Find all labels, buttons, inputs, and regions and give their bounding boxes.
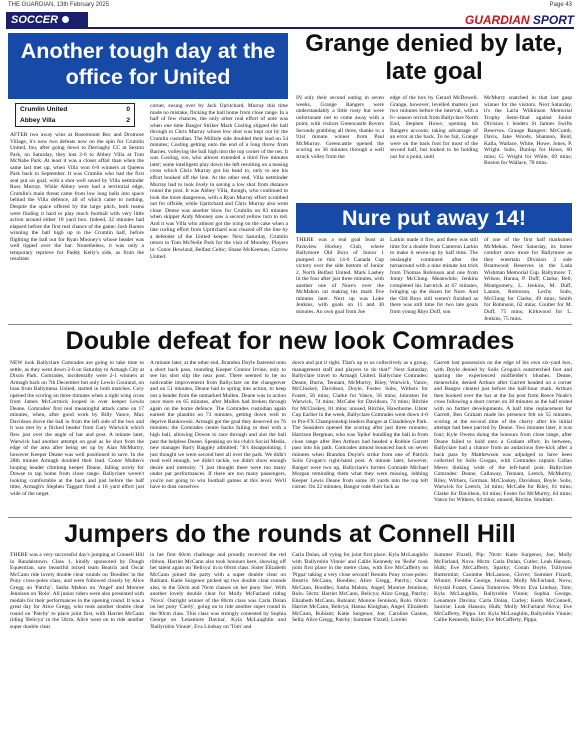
story5-column-4: Summer Fizzell, Pip. 70cm: Katie Surgenor, Joe; Molly McFarland, Nova. 80cm: Carla Dolan, Cutler; Leah Hanson, Hulk; Eve McCafferty, Sparky; Conan Boyle, Tullyrose Buttermint; Caoimhe McLannon, Clover; Summer Fizzell, Winnie; Freddie George, Jenson; Molly McFarland, Nova; Krystal Frazer, Cassia Tomorrow. 90cm: Eva Lindsay, Tom; Kyla McLaughlin, Ballyrobin Vinnie; Sophia George, Lenamore Davina; Carla Dolan, Curley; Keith McConnell, Saoirse; Leah Hanson, Hulk; Molly McFarland Nova; Eve McCafferty, Pippa. 1m: Kyla McLaughlin, Ballyrobin Vinnie; Callie Kennedy, Rolie; Eve McCafferty, Pippa.	[434, 552, 572, 624]
story5-column-1: THERE was a very successful day's jumping at Connell Hill in Randalstown. Class 1, kindly sponsored by Dough Equestrian, saw beautiful mixed team Beatrix and Oscar McCann ride lovely double clear rounds on 'Boodles' in the Pony cross-poles class, and were followed closely by Alice Gregg on 'Patchy'. Sasha Mahon on 'Angel' and Monroe Jennison on 'Rolo'. All junior riders were also presented with medals for their performances in the opening round. It was a great day for Alice Gregg, who took another double clear round on 'Patchy' to place joint first, with Harriet McCann riding 'Belicya' in the 50cm. Alice went on to ride another super double clear	[10, 552, 144, 631]
section-tab	[6, 12, 88, 29]
story4-column-4: Garrett lost possession on the edge of his own six-yard box, with Doyle denied by Solis Grogan's outstretched foot and sparing the experienced midfielder's blushes. Deane, meanwhile, denied Arthurs after Garrett headed on a corner and Bangor cleared just before the half-hour mark. Arthurs then hooked over the bar at the far post from Reece Neale's cross following a short corner on 38 minutes as the half ended with no further developments. A half time replacement for Garrett, Ben Graham made his presence felt on 55 minutes, scoring at the second time of the cherry after his initial attempt had been parried by Deane. Two minutes later, it was four; Kyle Owens doing the honours from close range, after Deane failed to hold onto a Graham effort. In between, Ballyclare had a chance from an audacious free-kick after a back pass by Matthewson was adjudged to have been collected by Solis Grogan, with Comrades captain Callan Meers dinking wide of the left-hand post. Ballyclare Comrades: Deane, Callaway, Tennant, Leetch, McMurtry, Riley, Withers, Gorman, McCloskey, Davidson, Boyle. Subs, Warwick for Leetch, 34 mins; McCabe for Riley, 61 mins; Clarke for Davidson, 64 mins; Foster for McMurtry, 64 mins; Vance for Withers, 64 mins; unused, Ritchie, Stoddart.	[434, 360, 572, 504]
page-number: Page 43	[549, 2, 572, 8]
brand-sport: SPORT	[532, 13, 574, 27]
story2-column-1: IN only their second outing in seven weeks, Grange Rangers were understandably a little rusty but were unfortunate not to come away with a point, with visitors Greencastle Rovers Seconds grabbing all three, thanks to a 91st minute winner from Paul McMurray. Greencastle opened the scoring on 36 minutes through a well struck volley from the	[296, 95, 384, 160]
story4-column-2: A minute later, at the other end, Brandon Doyle fastened onto a short back pass, rounding Keeper Connor Irvine, only to see his shot slip the near post. There seemed to be no noticeable improvement from Ballyclare on the changeover and on 51 minutes, Deane had to spring into action, to keep out a header from the unmarked Mullen. Deane was in action once more on 65 minutes, after Mullen had broken through again on the home defence. The Comrades custodian again earned the plaudits on 73 minutes, getting down well to deprive Rankowski. Armagh got the goal they deserved on 76 minutes; the Comrades centre backs failing to deal with a high ball, allowing Dowse to race through and slot the ball past the helpless Deane. Speaking on his club's Social Media, new manager Barry Baggley admitted: "It's disappointing. I just thought we were second best all over the park. We didn't read well enough, we didn't tackle, we didn't show enough desire and intensity. "I just thought there were too many under par performances. If there are too many passengers, you're not going to win football games at this level. We'll have to dust ourselves	[150, 360, 286, 491]
story2-headline: Grange denied by late, late goal	[305, 30, 563, 85]
story4-column-1: NEW look Ballyclare Comrades are going to take time to settle, as they went down 2-0 on Saturday to Armagh City at Dixon Park. Comrades, incidentally were 2-1 winners at Armagh back on 7th December but only Lewin Gourand, on loan from Ballymena United, started in both matches. Cory opened the scoring on three minutes when a right wing cross from James McCormick looped in over keeper Lewin Deane. Comrades' first real meaningful attack came on 17 minutes, when, after good work by Billy Vance, Max Davidson drove the ball in from the left side of the box and it was met by a flicked header from Gary Warwick which flew just over the angle of bar and post. A minute later, Warwick had another attempt on goal as he shot from the edge of the area after being set up by Alan McMurtry, however Keeper Deane was well positioned to save. In the 28th minute Armagh doubled their lead. Conor Mullen's looping header climbing keeper Deane, falling nicely for Dowse to tap home from close range. Ballyclare weren't looking comfortable at the back and just before the half time, Armagh's Stephen Taggart fired a 16 yard effort just wide of the target.	[10, 360, 144, 497]
story1-column-2: corner, swung over by Jack Upritchard, Murray this time made no mistake, flicking the ball home from close range. In a half of few chances, the only other real effort of note was when one time Bangor Striker Mark Cosling slipped the ball through to Chris Murray whose low shot was kept out by the Crumlin custodian. The Millisle side doubled their lead on 54 minutes; Cosling getting onto the end of a long throw from Barnes, volleying the ball high into the top corner of the net. It was Cosling, too, who almost extended a third five minutes later; some intelligent play down the left resulting on a teasing cross which Chris Murray got his head to, only to see his effort hooked off the line. At the other end, Villa netminder Murray had to look lively in saving a low shot from distance round the post. It was Abbey Villa, though, who continued to look the more dangerous, with a Ryan Murray effort scrubbed out for offside, while Upritchard and Chris Murray also went close. Dense was another blow for Crumlin on 83 minutes when skipper Andy Mooney saw a second yellow turn to red. And it was Villa who almost got the icing on the cake when a late curling effort from Upritchard was cleared off the line by a defender of the United keeper. Next Saturday, Crumlin return to Tom McNeile Park for the visit of Mondey. Players in: Conor Howland, Belfast Celtic; Shane McKeeman, Carrow United.	[150, 103, 288, 260]
story5-headline: Jumpers do the rounds at Connell Hill	[64, 520, 516, 548]
score-row	[20, 104, 130, 115]
home-team: Crumlin United	[20, 106, 68, 113]
story1-column-1: AFTER two away wins at Rosemount Rec and Dromore Village, it's now two defeats now on the spin for Crumlin United, fou, after going down to Derriaghy CC at Sexton Park, on Saturday, they lost 2-0 to Abbey Villa at Tom McNabe Park. At least it was a closer affair than when the same last met up, when Villa won 6-0 winners at Queens Park back in September. It was Crumlin who had the first seal put on goal, with a shot well saved by Villa netminder Ross Murray. While Abbey were had a territorial edge, Crumlin's main threat came from low long balls into space behind the Villa defence, all of which came to nothing. Despite the space offered by the large pitch, both teams were finding it hard to play much football with very little action around either 18 yard box. Indeed, 32 minutes had elapsed before the first real chance of the game; Josh Barnes winning the ball high up in the Crumlin half, before flighting the ball out for Ryan Mooney's whose header was well tipped over the bar. Nonetheless, it was only a temporary reprieve for Paddy Kelly's side, as from the resultant	[10, 132, 144, 263]
brand-logo	[465, 12, 574, 29]
section-bar	[6, 12, 574, 29]
story5-column-2: in her first 60cm challenge and proudly received the red ribbon. Harriet McCann also took honours here, showing off her talent again on 'Belicya' in to 60cm class. Sister Elizabeth McCann joined the party with a super double clear on Rubiant. Katie Surgenor picked up two double clear rounds also, in the 50cm and 70cm classes on her pony 'Joe'. With another lovely double clear for Molly McFarland riding 'Nova'. Outright winner of the 80cm class was Carla Dolan on her pony 'Cierly', going on to ride another super round in the 90cm class. This class was strongly contested by Sophia George on 'Lenamore Davina', Kyla McLaughlin and 'Ballyrobin Vinnie', Eva Lindsay on 'Tom' and	[150, 552, 286, 631]
story3-column-1: THERE was a real goal feast at Parkview Hockey Club, where Ballymore Old Boys of Junior 1 pumped in this 14-0 Canada Cup victory over the side bottom of Junior 2, North Belfast United. Mark Lashey lit the four after just three minutes, with another one of Nure's over the McMahon rat making his mark five minutes later. Next up was Luke Jenkins, with goals on 11 and 30 minutes. An own goal from Joe	[296, 237, 384, 316]
story2-column-3: McMurry snatched in that last gasp winner for the visitors. Next Saturday, it's the Larla Wilkinson Memorial Trophy Semi-final against Junior Division 1 leaders St Jamies Swifts Reserves. Grange Rangers: McComb, Davis, Jake Woods, Shannon, Reid, Kalla, Wallace, White, Howe, Jones, P. Wright. Subs, Dunlop for Howe, 60 mins; G. Wright for White, 69 mins; Boston for Wallace, 78 mins.	[484, 95, 572, 167]
story2-column-2: edge of the box by Gerard McDowell. Grange, however, levelled matters just two minutes before the interval, with a 6+ season recruit from Ballyclare North End, Stephen Howe, opening his Rangers account, taking advantage of an error at the back. To be fair, Grange were on the back foot for most of the second half, but looked to be holding out for a point, until	[390, 95, 478, 160]
scoreline-box	[15, 103, 135, 127]
brand-guardian: GUARDIAN	[464, 13, 530, 27]
story3-column-2: Larkin made it five, and there was still time for a double from Cameron Larkin to make it seven-up by half time. The onslaught continued after the turnaround with a nine minute hat trick from Thomas Robinson and one from Jonny McClung. Meanwhile, Jenkins completed his hat-trick at 67 minutes, bringing up the dozen for Nure. And the Old Boys still weren't finished as there was still time for two late goals from young Rhys Duff, son	[390, 237, 478, 316]
paper-date: THE GUARDIAN, 13th February 2025	[8, 2, 110, 8]
away-team: Abbey Villa	[20, 117, 56, 124]
home-score: 0	[126, 106, 130, 113]
section-divider	[8, 324, 572, 325]
score-row	[20, 115, 130, 126]
story1-headline: Another tough day at the office for United	[8, 33, 288, 99]
page-header-line	[8, 2, 572, 11]
story4-column-3: down and put it right. That's up to us collectively as a group, management staff and players to do that!" Next Saturday, Ballyclare travel to Armagh United. Ballyclare Comrades: Deane, Burns, Tennant, McMurtry, Riley, Warwick, Vance, McCloskey, Davidson, Doyle, Foster. Subs, Withers for Foster, 56 mins; Clarke for Vance, 56 mins; Johnston for Warwick, 74 mins; McCabe for Davidson, 74 mins; Ritchie for McCloskey, 81 mins; unused, Ritchie, Hawthorne. Ulster Cup Earlier in the week, Ballyclare Comrades went down 4-0 to Pro-FX Championship leaders Bangor at Clandeboye Park. The Seasiders opened the scoring after just three minutes; Harrison Bergman, who was 'Spike' bundling the ball in from close range after Ben Arthurs had headed a Robbie Garrett pass into his path. Comrades almost bounced back on seven minutes when Brandon Doyle's strike from one of Patrick Solis Grogan's right-hand post. A minute later, however, Bangor were two up, Ballyclare's former Comrade Michael Morgan reminding them what they were missing, lobbing Keeper Lewis Deane from some 30 yards into the top left corner. On 22 minutes, Bangor rode their luck as	[292, 360, 428, 491]
section-divider	[8, 517, 572, 518]
section-label: SOCCER	[11, 14, 59, 26]
away-score: 2	[126, 117, 130, 124]
football-icon	[61, 15, 70, 24]
story5-column-3: Carla Dolan, all vying for joint first place. Kyla McLaughlin with 'Ballyrobin Vinnie' and Callie Kennedy on 'Rolie' took joint first place in the metre class, with Eve McCafferty on 'Pippa' taking a very close second! Results Pony cross-poles: Beatrix McCann, Boodles; Alice Gregg, Patchy; Oscar McCann, Boodles; Sasha Mahon, Angel; Monroe Jennison, Rolo. 50cm: Harriet McCann, Belicya; Alice Gregg, Patchy; Elizabeth McCann, Rubiant; Monroe Jennison, Rolo. 60cm: Harriet McCann, Belicya; Hanna Kinighan, Angel; Elizabeth McCann, Rubiant; Katie Surgenor, Joe; Caroline Gaston, Sella; Alice Gregg, Patchy; Summer Fizzell, Lorelei	[292, 552, 428, 624]
story3-column-3: of one of the first half marksmen McMehan. Next Saturday, its home comfort once more for Ballymore as they entertain Division 3 side Brantwood Reserves in the Lada Wishman Memorial Cup. Ballymore: T. Wilson, Hanna, P. Duff, Clarke, Bell, Montgomery, L. Jenkins, M. Duff, Lannie, Robinson, Lechy. Subs, McClung for Clarke, 49 mins; Smith for Robinson, 62 mins; Coulter for M. Duff, 75 mins; Kirkwood for L. Jenkins, 75 mins.	[484, 237, 572, 322]
story3-headline: Nure put away 14!	[296, 203, 572, 233]
story4-headline: Double defeat for new look Comrades	[65, 327, 515, 355]
